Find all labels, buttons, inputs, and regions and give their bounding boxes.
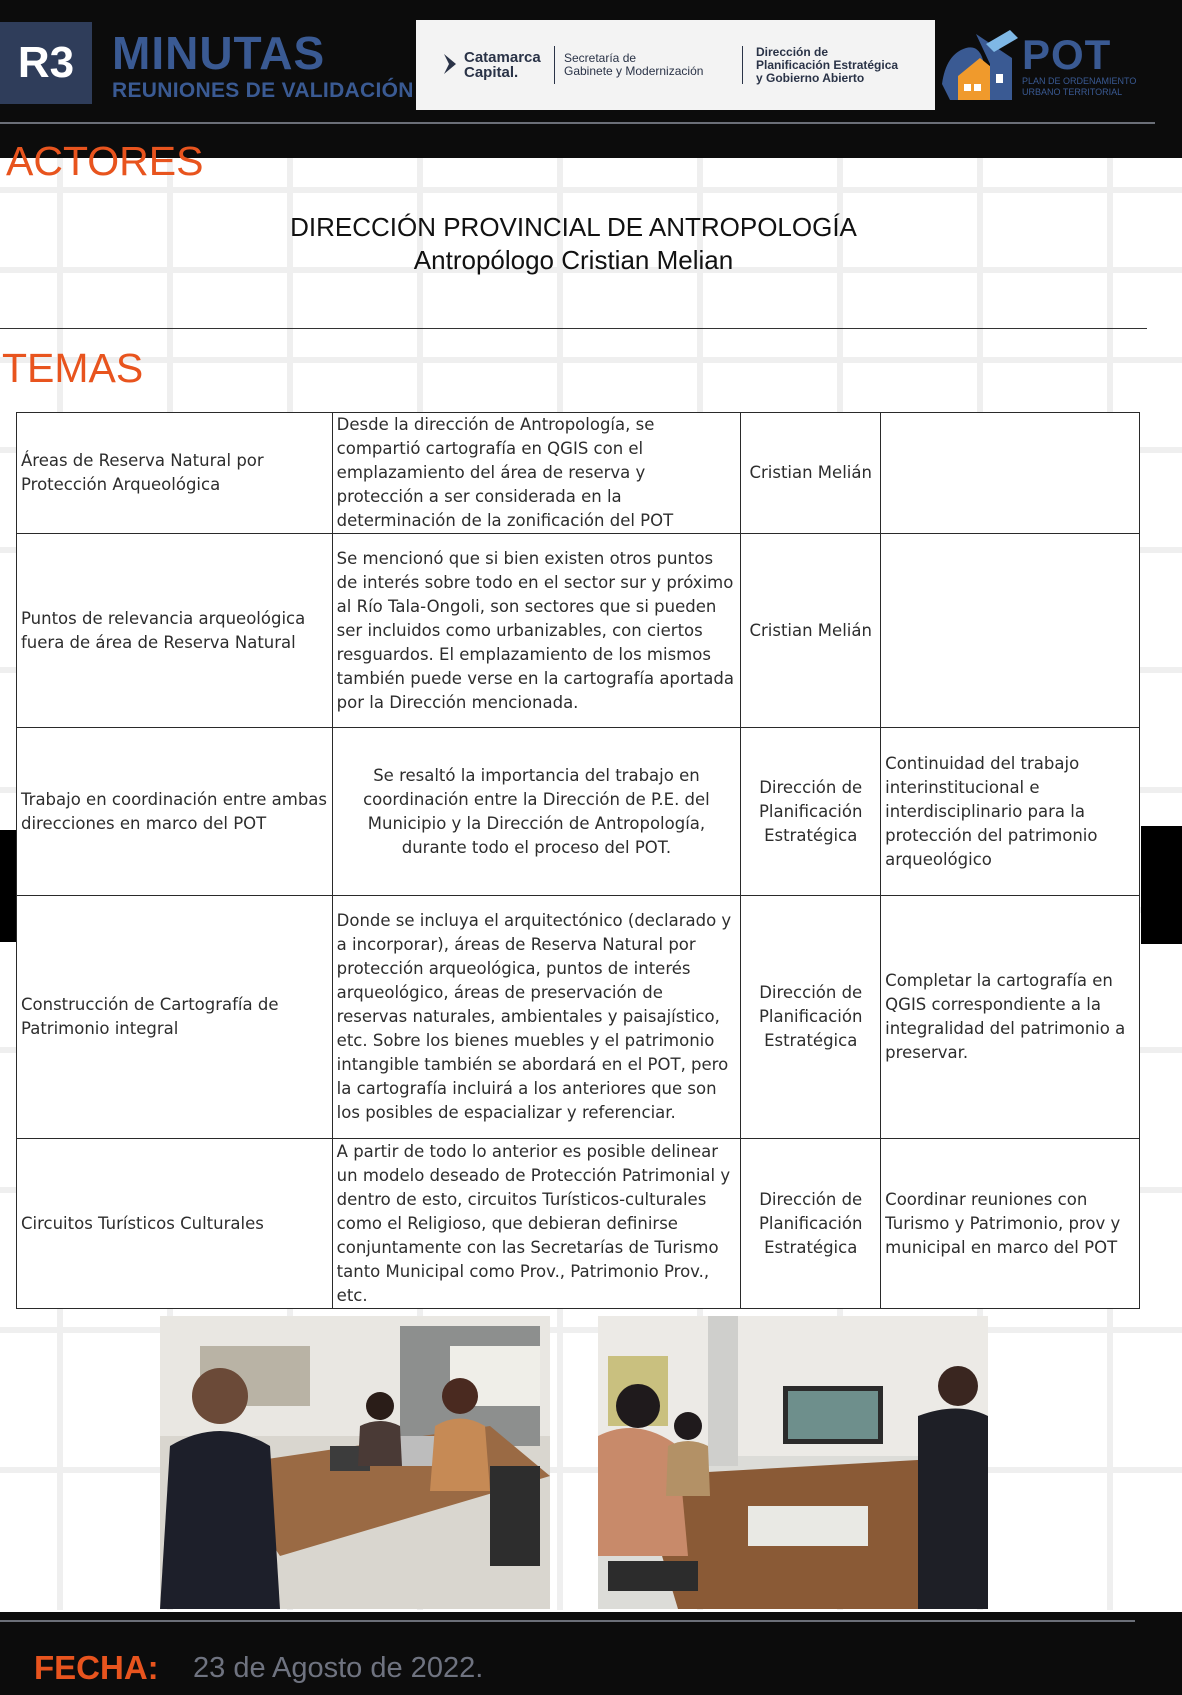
- description-cell: Se resaltó la importancia del trabajo en coordinación entre la Dirección de P.E. del Municipio y la Dirección de Antropología, durante todo el proceso del POT.: [332, 728, 741, 896]
- description-cell: Se mencionó que si bien existen otros puntos de interés sobre todo en el sector sur y próximo al Río Tala-Ongoli, son sectores que si pueden ser incluidos como urbanizables, con ciertos resguardos. El emplazamiento de los mismos también puede verse en la cartografía aportada por la Dirección mencionada.: [332, 534, 741, 728]
- footer-bar: [0, 1612, 1182, 1695]
- pot-subtitle: [1022, 76, 1182, 98]
- brand-line-2: Capital.: [464, 64, 519, 81]
- description-cell: Donde se incluya el arquitectónico (declarado y a incorporar), áreas de Reserva Natural por protección arqueológica, puntos de interés arqueológico, áreas de preservación de reservas naturales, ambientales y paisajístico, etc. Sobre los bienes muebles y el patrimonio intangible también se abordará en el POT, pero la cartografía incluirá a los anteriores que son los posibles de espacializar y referenciar.: [332, 896, 741, 1139]
- left-edge-tab: [0, 830, 16, 942]
- logo-divider: [554, 46, 555, 84]
- footer-divider: [0, 1620, 1135, 1622]
- responsible-cell: Cristian Melián: [741, 534, 881, 728]
- action-cell: Completar la cartografía en QGIS correspondiente a la integralidad del patrimonio a preservar.: [881, 896, 1140, 1139]
- action-cell: Continuidad del trabajo interinstitucional e interdisciplinario para la protección del patrimonio arqueológico: [881, 728, 1140, 896]
- responsible-cell: Dirección de Planificación Estratégica: [741, 896, 881, 1139]
- actor-person: Antropólogo Cristian Melian: [413, 245, 734, 275]
- secretaria-label: [564, 52, 703, 78]
- table-row: [17, 728, 1140, 896]
- document-subtitle: REUNIONES DE VALIDACIÓN: [112, 79, 414, 102]
- actor-organization: DIRECCIÓN PROVINCIAL DE ANTROPOLOGÍA: [290, 212, 857, 242]
- document-title: MINUTAS: [112, 27, 326, 79]
- actores-heading: ACTORES: [6, 138, 204, 184]
- partner-logo-box: [416, 20, 935, 110]
- header-bar: [0, 0, 1182, 158]
- responsible-cell: Dirección de Planificación Estratégica: [741, 728, 881, 896]
- description-cell: Desde la dirección de Antropología, se compartió cartografía en QGIS con el emplazamiento del área de reserva y protección a ser considerada en la determinación de la zonificación del POT: [332, 413, 741, 534]
- catamarca-brand: [464, 50, 541, 80]
- date-value: 23 de Agosto de 2022.: [193, 1652, 484, 1684]
- action-cell: [881, 534, 1140, 728]
- direccion-line-2: Planificación Estratégica: [756, 58, 899, 72]
- direccion-line-3: y Gobierno Abierto: [756, 71, 865, 85]
- action-cell: [881, 413, 1140, 534]
- temas-heading: TEMAS: [2, 345, 144, 391]
- responsible-cell: Cristian Melián: [741, 413, 881, 534]
- direccion-label: [756, 46, 898, 85]
- pot-title: POT: [1022, 31, 1112, 78]
- action-cell: Coordinar reuniones con Turismo y Patrimonio, prov y municipal en marco del POT: [881, 1139, 1140, 1309]
- description-cell: A partir de todo lo anterior es posible delinear un modelo deseado de Protección Patrimonial y dentro de esto, circuitos Turísticos-culturales como el Religioso, que debieran definirse conjuntamente con las Secretarías de Turismo tanto Municipal como Prov., Patrimonio Prov., etc.: [332, 1139, 741, 1309]
- header-divider: [0, 122, 1155, 124]
- logo-divider: [742, 46, 743, 84]
- table-row: [17, 413, 1140, 534]
- table-row: [17, 896, 1140, 1139]
- brand-line-1: Catamarca: [464, 49, 541, 66]
- secretaria-line-1: Secretaría de: [564, 51, 637, 65]
- document-code: R3: [0, 22, 92, 104]
- secretaria-line-2: Gabinete y Modernización: [564, 64, 704, 78]
- table-row: [17, 534, 1140, 728]
- table-row: [17, 1139, 1140, 1309]
- meeting-photo-1: [160, 1316, 550, 1609]
- meeting-photo-2: [598, 1316, 988, 1609]
- topics-table: [16, 412, 1140, 1309]
- responsible-cell: Dirección de Planificación Estratégica: [741, 1139, 881, 1309]
- pot-subtitle-line-1: PLAN DE ORDENAMIENTO: [1022, 76, 1137, 86]
- right-edge-tab: [1141, 826, 1182, 944]
- topic-cell: Áreas de Reserva Natural por Protección Arqueológica: [17, 413, 333, 534]
- date-label: FECHA:: [34, 1649, 159, 1686]
- topic-cell: Puntos de relevancia arqueológica fuera de área de Reserva Natural: [17, 534, 333, 728]
- topic-cell: Circuitos Turísticos Culturales: [17, 1139, 333, 1309]
- topic-cell: Construcción de Cartografía de Patrimonio integral: [17, 896, 333, 1139]
- topic-cell: Trabajo en coordinación entre ambas direcciones en marco del POT: [17, 728, 333, 896]
- direccion-line-1: Dirección de: [756, 45, 829, 59]
- pot-subtitle-line-2: URBANO TERRITORIAL: [1022, 87, 1123, 97]
- section-divider: [0, 328, 1147, 329]
